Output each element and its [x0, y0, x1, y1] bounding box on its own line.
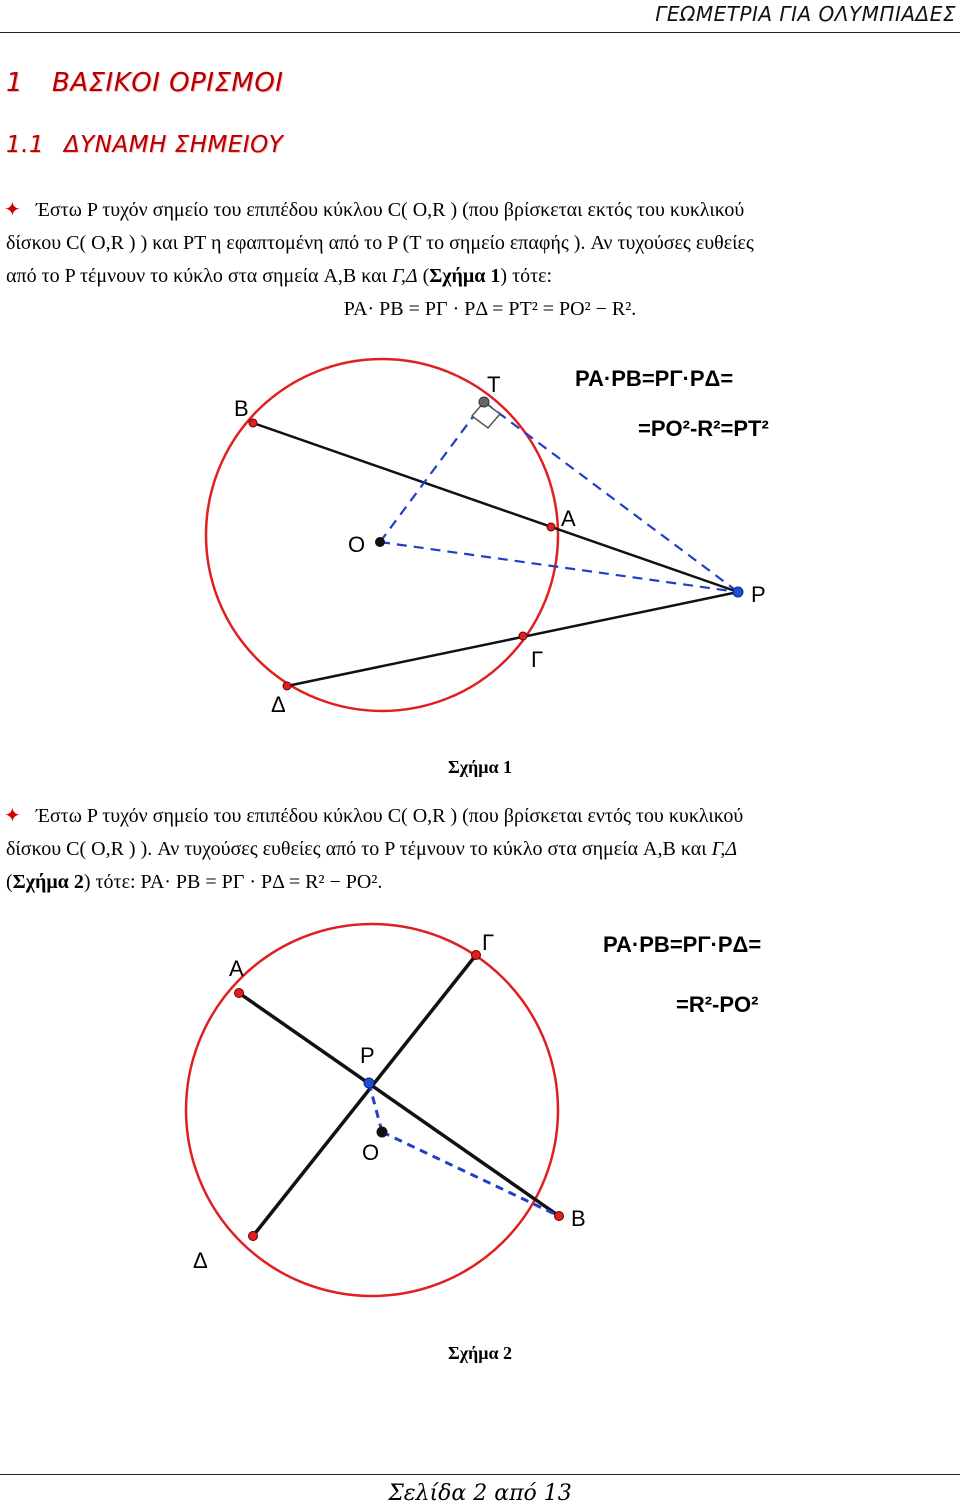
fig1-formula-line1: PA·PB=PΓ·PΔ=	[575, 366, 734, 391]
section-title: ΒΑΣΙΚΟΙ ΟΡΙΣΜΟΙ	[52, 68, 284, 98]
section-number: 1	[6, 68, 24, 98]
fig2-formula-line1: PA·PB=PΓ·PΔ=	[603, 932, 762, 957]
point-a	[235, 989, 244, 998]
secant-pgd	[287, 592, 738, 686]
paragraph-exterior-point: ✦ Έστω P τυχόν σημείο του επιπέδου κύκλου C( O,R ) (που βρίσκεται εκτός του κυκλικού δίσκου C( O,R ) ) και PT η εφαπτομένη από το P (T το σημείο επαφής ). Αν τυχούσες ευθείες από το P τέμνουν το κύκλο στα σημεία A,B και Γ,Δ (Σχήμα 1) τότε: PA· PB = PΓ · PΔ = PT² = PO² − R².	[0, 194, 960, 326]
point-t	[479, 397, 489, 407]
label-o: O	[362, 1140, 380, 1165]
fig2-formula-line2: =R²-PO²	[676, 992, 759, 1017]
circle-c1	[206, 359, 558, 711]
point-o	[377, 1127, 388, 1138]
point-p	[733, 587, 743, 597]
figure2-ref: Σχήμα 2	[12, 871, 84, 893]
subsection-number: 1.1	[6, 132, 45, 158]
p1-formula: PA· PB = PΓ · PΔ = PT² = PO² − R².	[343, 298, 637, 320]
p1-line3-gd: Γ,Δ	[392, 265, 418, 287]
segment-op	[380, 542, 738, 592]
page-footer: Σελίδα 2 από 13	[388, 1481, 572, 1506]
label-d: Δ	[271, 692, 286, 717]
star-bullet-icon: ✦	[4, 199, 21, 221]
p2-line1: Έστω P τυχόν σημείο του επιπέδου κύκλου C( O,R ) (που βρίσκεται εντός του κυκλικού	[36, 805, 744, 827]
label-a: A	[229, 956, 244, 981]
p1-line2: δίσκου C( O,R ) ) και PT η εφαπτομένη από το P (T το σημείο επαφής ). Αν τυχούσες ευθείες	[6, 232, 754, 254]
chord-ab	[239, 993, 559, 1216]
label-p: P	[751, 582, 766, 607]
point-a	[547, 523, 555, 531]
figure-2	[0, 918, 960, 1338]
point-g	[472, 951, 481, 960]
point-g	[519, 632, 527, 640]
star-bullet-icon: ✦	[4, 805, 21, 827]
figure2-caption: Σχήμα 2	[447, 1343, 513, 1363]
figure1-ref: Σχήμα 1	[429, 265, 501, 287]
p2-line3: ) τότε: PA· PB = PΓ · PΔ = R² − PO².	[83, 871, 383, 893]
fig1-formula-line2: =PO²-R²=PT²	[638, 416, 769, 441]
p1-line3: από το P τέμνουν το κύκλο στα σημεία A,B και	[6, 265, 392, 287]
subsection-heading	[6, 132, 283, 158]
label-g: Γ	[531, 647, 544, 672]
label-b: B	[234, 396, 249, 421]
label-t: T	[487, 372, 501, 397]
label-a: A	[561, 506, 576, 531]
point-d	[249, 1232, 258, 1241]
point-b	[249, 419, 257, 427]
footer-rule	[0, 1474, 960, 1475]
running-header: ΓΕΩΜΕΤΡΙΑ ΓΙΑ ΟΛΥΜΠΙΑΔΕΣ	[655, 2, 956, 26]
label-o: O	[348, 532, 366, 557]
label-b: B	[571, 1206, 586, 1231]
header-rule	[0, 32, 960, 33]
point-o	[375, 537, 385, 547]
label-d: Δ	[193, 1248, 208, 1273]
subsection-title: ΔΥΝΑΜΗ ΣΗΜΕΙΟΥ	[64, 132, 284, 158]
secant-pab	[253, 423, 738, 592]
chord-gd	[253, 955, 476, 1236]
p2-line2: δίσκου C( O,R ) ). Αν τυχούσες ευθείες από το P τέμνουν το κύκλο στα σημεία A,B και	[6, 838, 712, 860]
point-b	[555, 1212, 564, 1221]
p1-line1: Έστω P τυχόν σημείο του επιπέδου κύκλου C( O,R ) (που βρίσκεται εκτός του κυκλικού	[36, 199, 745, 221]
p2-line2-gd: Γ,Δ	[711, 838, 738, 860]
label-p: P	[360, 1043, 375, 1068]
figure-1	[0, 340, 960, 740]
label-g: Γ	[482, 930, 495, 955]
paragraph-interior-point: ✦ Έστω P τυχόν σημείο του επιπέδου κύκλου C( O,R ) (που βρίσκεται εντός του κυκλικού δίσκου C( O,R ) ). Αν τυχούσες ευθείες από το P τέμνουν το κύκλο στα σημεία A,B και Γ,Δ (Σχήμα 2) τότε: PA· PB = PΓ · PΔ = R² − PO².	[0, 800, 960, 899]
section-heading	[6, 68, 283, 98]
point-d	[283, 682, 291, 690]
point-p	[364, 1078, 374, 1088]
figure1-caption: Σχήμα 1	[447, 757, 513, 777]
